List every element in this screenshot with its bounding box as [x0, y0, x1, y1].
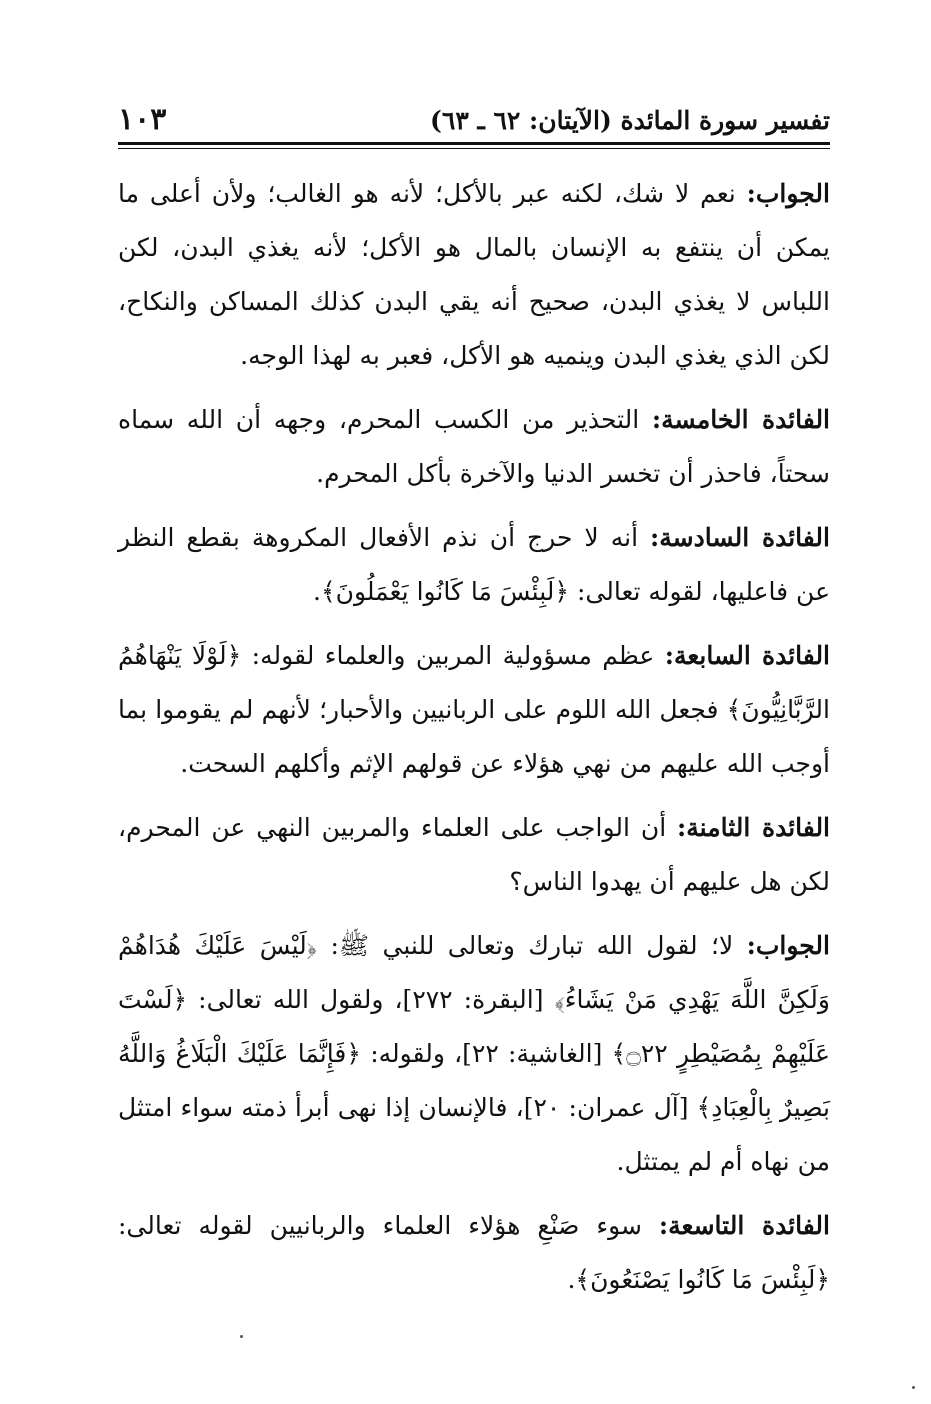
paragraph-text: أن الواجب على العلماء والمربين النهي عن المحرم، لكن هل عليهم أن يهدوا الناس؟	[118, 813, 830, 896]
paragraph-benefit-8	[118, 801, 830, 909]
paragraph-lead: الفائدة الخامسة:	[651, 405, 831, 434]
paragraph-benefit-5	[118, 393, 830, 501]
paragraph-text: لا؛ لقول الله تبارك وتعالى للنبي ﷺ: ﴿لَيْسَ عَلَيْكَ هُدَاهُمْ وَلَكِنَّ اللَّهَ يَهْدِي مَنْ يَشَاءُ﴾ [البقرة: ٢٧٢]، ولقول الله تعالى: ﴿لَسْتَ عَلَيْهِمْ بِمُصَيْطِرٍ ۝٢٢﴾ [الغاشية: ٢٢]، ولقوله: ﴿فَإِنَّمَا عَلَيْكَ الْبَلَاغُ وَاللَّهُ بَصِيرٌ بِالْعِبَادِ﴾ [آل عمران: ٢٠]، فالإنسان إذا نهى أبرأ ذمته سواء امتثل من نهاه أم لم يمتثل.	[118, 931, 830, 1176]
paragraph-lead: الفائدة التاسعة:	[658, 1211, 830, 1240]
paragraph-lead: الفائدة السابعة:	[664, 641, 831, 670]
paragraph-benefit-7	[118, 629, 830, 791]
paragraph-text: نعم لا شك، لكنه عبر بالأكل؛ لأنه هو الغالب؛ ولأن أعلى ما يمكن أن ينتفع به الإنسان بالمال هو الأكل؛ لأنه يغذي البدن، لكن اللباس لا يغذي البدن، صحيح أنه يقي البدن كذلك المساكن والنكاح، لكن الذي يغذي البدن وينميه هو الأكل، فعبر به لهذا الوجه.	[118, 179, 830, 370]
paragraph-text: عظم مسؤولية المربين والعلماء لقوله: ﴿لَوْلَا يَنْهَاهُمُ الرَّبَّانِيُّونَ﴾ فجعل الله اللوم على الربانيين والأحبار؛ لأنهم لم يقوموا بما أوجب الله عليهم من نهي هؤلاء عن قولهم الإثم وأكلهم السحت.	[118, 641, 831, 778]
paragraph-lead: الفائدة السادسة:	[650, 523, 831, 552]
paragraph-text: سوء صَنْعِ هؤلاء العلماء والربانيين لقوله تعالى: ﴿لَبِئْسَ مَا كَانُوا يَصْنَعُونَ﴾.	[118, 1211, 830, 1294]
paragraph-benefit-6	[118, 511, 830, 619]
paragraph-lead: الجواب:	[746, 931, 830, 960]
running-title: تفسير سورة المائدة (الآيتان: ٦٢ ـ ٦٣)	[430, 106, 830, 135]
paragraph-lead: الجواب:	[746, 179, 830, 208]
paragraph-text: التحذير من الكسب المحرم، وجهه أن الله سماه سحتاً، فاحذر أن تخسر الدنيا والآخرة بأكل المحرم.	[118, 405, 830, 488]
book-page	[118, 100, 830, 1360]
paragraph-lead: الفائدة الثامنة:	[677, 813, 831, 842]
paragraph-answer-1	[118, 167, 830, 383]
paragraph-answer-2	[118, 919, 830, 1189]
scan-speck	[912, 1386, 915, 1389]
paragraph-text: أنه لا حرج أن نذم الأفعال المكروهة بقطع النظر عن فاعليها، لقوله تعالى: ﴿لَبِئْسَ مَا كَانُوا يَعْمَلُونَ﴾.	[118, 523, 830, 606]
paragraph-benefit-9	[118, 1199, 830, 1307]
page-body	[118, 167, 830, 1307]
header-rule-thin	[118, 148, 830, 149]
header-rule-thick	[118, 142, 830, 145]
scan-speck	[240, 1335, 243, 1338]
page-number: ١٠٣	[118, 102, 167, 137]
page-header	[118, 100, 830, 142]
